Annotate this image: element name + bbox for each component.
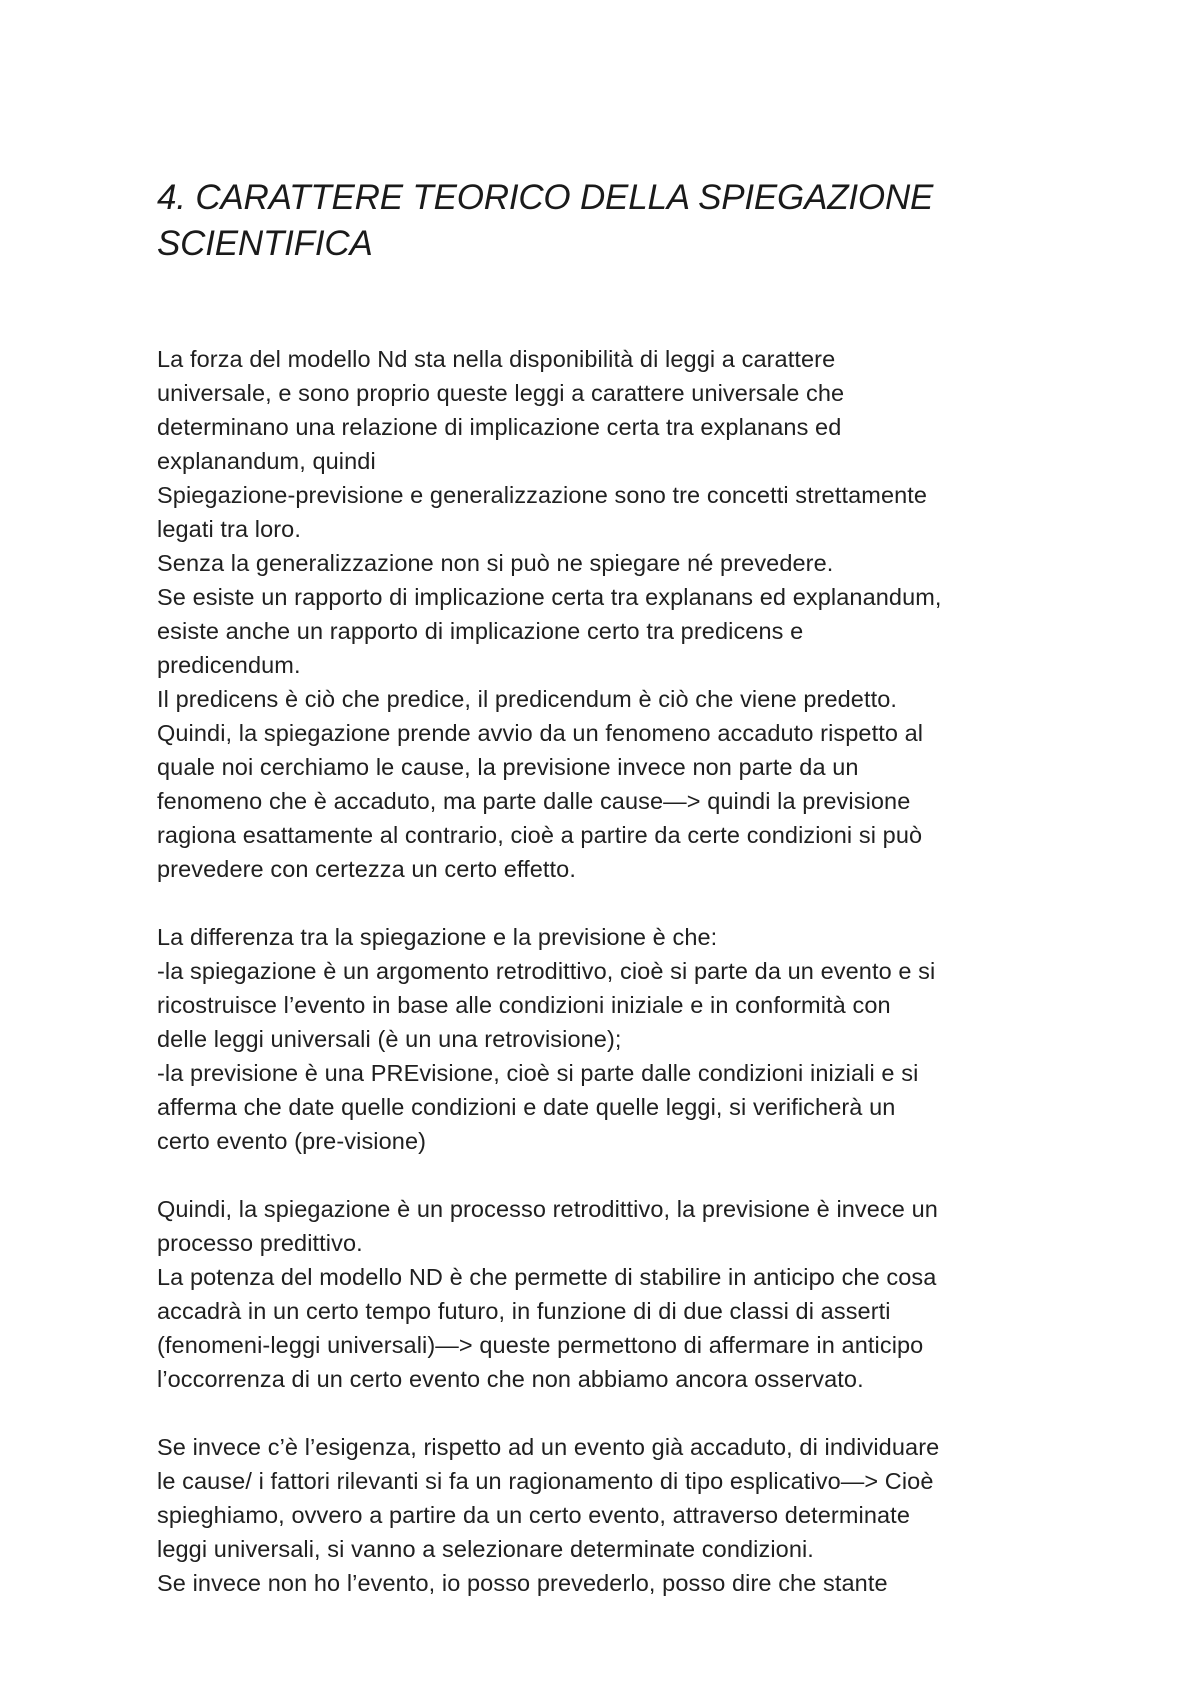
text-line: quale noi cerchiamo le cause, la previsione invece non parte da un (157, 754, 859, 780)
text-line: esiste anche un rapporto di implicazione certo tra predicens e (157, 618, 804, 644)
text-line: delle leggi universali (è un una retrovisione); (157, 1026, 622, 1052)
text-line: le cause/ i fattori rilevanti si fa un ragionamento di tipo esplicativo—> Cioè (157, 1468, 934, 1494)
text-line: Quindi, la spiegazione è un processo retrodittivo, la previsione è invece un (157, 1196, 938, 1222)
text-line: Se esiste un rapporto di implicazione certa tra explanans ed explanandum, (157, 584, 942, 610)
text-line: predicendum. (157, 652, 301, 678)
text-line: explanandum, quindi (157, 448, 376, 474)
text-line: accadrà in un certo tempo futuro, in funzione di di due classi di asserti (157, 1298, 891, 1324)
text-line: Senza la generalizzazione non si può ne spiegare né prevedere. (157, 550, 834, 576)
text-line: Spiegazione-previsione e generalizzazione sono tre concetti strettamente (157, 482, 928, 508)
text-line: Il predicens è ciò che predice, il predicendum è ciò che viene predetto. (157, 686, 898, 712)
text-line: leggi universali, si vanno a selezionare determinate condizioni. (157, 1536, 814, 1562)
text-line: Se invece non ho l’evento, io posso prevederlo, posso dire che stante (157, 1570, 888, 1596)
text-line: (fenomeni-leggi universali)—> queste permettono di affermare in anticipo (157, 1332, 924, 1358)
body-text (157, 342, 1057, 1600)
text-line: -la spiegazione è un argomento retrodittivo, cioè si parte da un evento e si (157, 958, 936, 984)
section-title-line: SCIENTIFICA (157, 224, 373, 263)
text-line: ragiona esattamente al contrario, cioè a partire da certe condizioni si può (157, 822, 923, 848)
text-line: prevedere con certezza un certo effetto. (157, 856, 576, 882)
text-line: La differenza tra la spiegazione e la previsione è che: (157, 924, 718, 950)
paragraph-break (157, 1396, 1057, 1430)
text-line: fenomeno che è accaduto, ma parte dalle cause—> quindi la previsione (157, 788, 911, 814)
text-line: La forza del modello Nd sta nella disponibilità di leggi a carattere (157, 346, 836, 372)
text-line: ricostruisce l’evento in base alle condizioni iniziale e in conformità con (157, 992, 891, 1018)
text-line: spieghiamo, ovvero a partire da un certo evento, attraverso determinate (157, 1502, 910, 1528)
section-title-line: 4. CARATTERE TEORICO DELLA SPIEGAZIONE (157, 178, 934, 217)
text-line: determinano una relazione di implicazione certa tra explanans ed (157, 414, 842, 440)
paragraph-break (157, 1158, 1057, 1192)
text-line: Quindi, la spiegazione prende avvio da un fenomeno accaduto rispetto al (157, 720, 924, 746)
text-line: l’occorrenza di un certo evento che non abbiamo ancora osservato. (157, 1366, 864, 1392)
text-line: certo evento (pre-visione) (157, 1128, 427, 1154)
text-line: processo predittivo. (157, 1230, 363, 1256)
text-line: -la previsione è una PREvisione, cioè si parte dalle condizioni iniziali e si (157, 1060, 919, 1086)
text-line: universale, e sono proprio queste leggi a carattere universale che (157, 380, 845, 406)
section-title (157, 175, 1057, 267)
text-line: legati tra loro. (157, 516, 301, 542)
text-line: Se invece c’è l’esigenza, rispetto ad un evento già accaduto, di individuare (157, 1434, 940, 1460)
paragraph-break (157, 886, 1057, 920)
text-line: La potenza del modello ND è che permette di stabilire in anticipo che cosa (157, 1264, 937, 1290)
text-line: afferma che date quelle condizioni e date quelle leggi, si verificherà un (157, 1094, 896, 1120)
